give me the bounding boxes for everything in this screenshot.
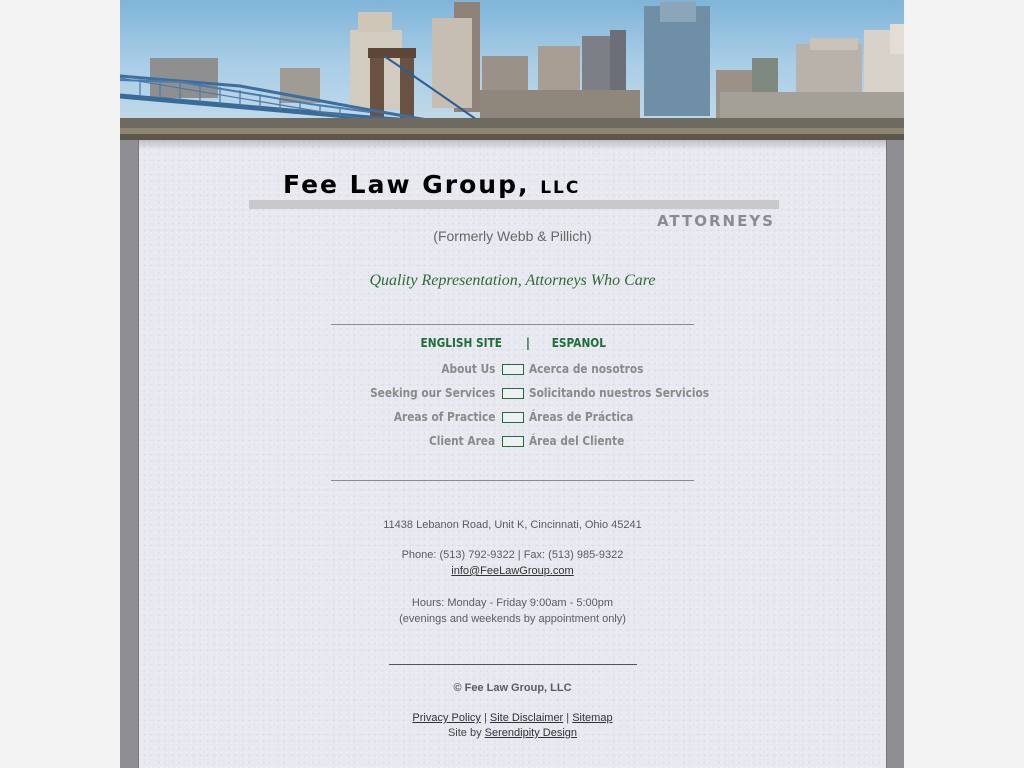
footer-separator: |	[566, 712, 570, 724]
menu-areas-practice[interactable]: Areas of Practice	[393, 410, 495, 424]
menu-bullet-icon	[502, 388, 524, 399]
divider-middle	[331, 480, 694, 481]
language-separator: |	[525, 336, 531, 350]
footer-separator: |	[483, 712, 487, 724]
logo-firm-name	[283, 170, 580, 199]
menu-bullet-icon	[502, 436, 524, 447]
site-logo	[249, 168, 779, 232]
menu-seeking-services[interactable]: Seeking our Services	[369, 386, 495, 400]
menu-about-us[interactable]: About Us	[440, 362, 495, 376]
menu-area-cliente[interactable]: Área del Cliente	[529, 434, 625, 448]
espanol-link[interactable]: ESPANOL	[552, 336, 607, 350]
address: 11438 Lebanon Road, Unit K, Cincinnati, Ohio 45241	[383, 519, 642, 531]
menu-row-services	[139, 384, 886, 408]
privacy-policy-link[interactable]: Privacy Policy	[412, 712, 481, 724]
tagline: Quality Representation, Attorneys Who Care	[369, 272, 656, 289]
logo-name-suffix: LLC	[540, 178, 581, 198]
page-frame	[120, 0, 904, 768]
menu-row-client	[139, 432, 886, 456]
menu-bullet-icon	[502, 364, 524, 375]
site-disclaimer-link[interactable]: Site Disclaimer	[489, 712, 564, 724]
logo-subtitle: ATTORNEYS	[656, 212, 775, 230]
menu-areas-practica[interactable]: Áreas de Práctica	[529, 410, 634, 424]
footer-links	[139, 710, 886, 726]
menu-bullet-icon	[502, 412, 524, 423]
main-content	[138, 140, 887, 768]
menu-client-area[interactable]: Client Area	[428, 434, 495, 448]
formerly-note: (Formerly Webb & Pillich)	[433, 228, 592, 244]
main-menu	[139, 360, 886, 456]
designer-link[interactable]: Serendipity Design	[484, 727, 578, 739]
logo-name-main: Fee Law Group,	[283, 170, 530, 199]
site-credit	[139, 725, 886, 741]
menu-row-practice	[139, 408, 886, 432]
language-nav	[139, 336, 886, 350]
divider-footer	[389, 664, 637, 665]
skyline-image	[120, 0, 904, 140]
sitemap-link[interactable]: Sitemap	[572, 712, 613, 724]
site-by-label: Site by	[447, 727, 482, 739]
phone-fax: Phone: (513) 792-9322 | Fax: (513) 985-9322	[401, 549, 624, 561]
menu-acerca[interactable]: Acerca de nosotros	[529, 362, 644, 376]
hours-note: (evenings and weekends by appointment only)	[399, 613, 626, 625]
copyright: © Fee Law Group, LLC	[453, 682, 572, 694]
office-hours: Hours: Monday - Friday 9:00am - 5:00pm	[411, 597, 614, 609]
city-skyline-banner	[120, 0, 904, 140]
divider-top	[331, 324, 694, 325]
email-link[interactable]: info@FeeLawGroup.com	[451, 565, 574, 577]
email-row	[139, 563, 886, 579]
logo-bar	[249, 200, 779, 209]
menu-solicitando[interactable]: Solicitando nuestros Servicios	[529, 386, 710, 400]
content-shadow	[139, 140, 886, 150]
english-site-link[interactable]: ENGLISH SITE	[420, 336, 502, 350]
menu-row-about	[139, 360, 886, 384]
